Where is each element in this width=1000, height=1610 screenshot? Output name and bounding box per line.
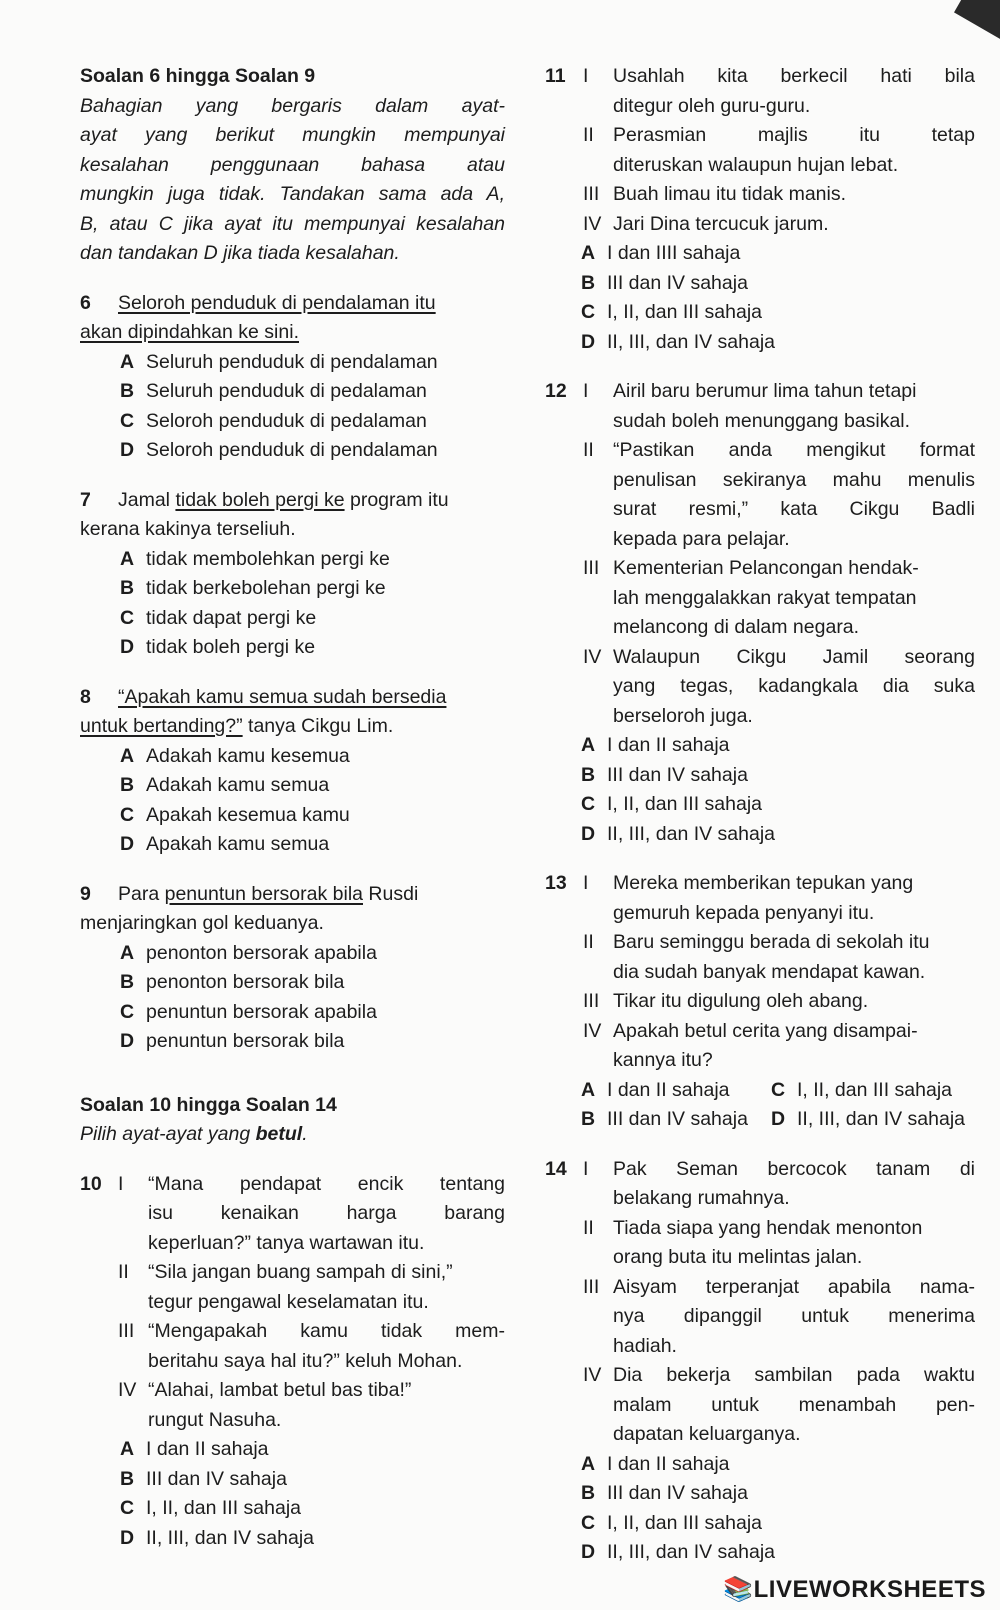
liveworksheets-watermark: 📚LIVEWORKSHEETS: [719, 1575, 990, 1604]
option-a[interactable]: A I dan IIII sahaja: [581, 242, 741, 264]
question-stem: Seloroh penduduk di pendalaman itu: [118, 291, 436, 314]
option-c[interactable]: C tidak dapat pergi ke: [120, 606, 317, 629]
option-a[interactable]: A tidak membolehkan pergi ke: [120, 547, 390, 570]
option-c[interactable]: C I, II, dan III sahaja: [771, 1078, 953, 1101]
section-instructions-6-9: Bahagian yang bergaris dalam ayat- ayat yang berikut mungkin mempunyai kesalahan penggunaan bahasa atau mungkin juga tidak. Tandakan sama ada A, B, atau C jika ayat itu mempunyai kesalahan dan tandakan D jika tiada kesalahan.: [80, 94, 505, 264]
right-column: [545, 62, 975, 1568]
option-a[interactable]: A Seluruh penduduk di pendalaman: [120, 350, 438, 373]
question-11: 11 I Usahlah kita berkecil hati bila ditegur oleh guru-guru. II Perasmian majlis itu tetap diteruskan walaupun hujan lebat. III Buah limau itu tidak manis. IV Jari Dina tercucuk jarum. A I dan IIII sahaja B III dan IV sahaja C I, II, dan III sahaja D II, III, dan IV sahaja: [545, 62, 975, 357]
option-d[interactable]: D Apakah kamu semua: [120, 833, 330, 855]
option-c[interactable]: C Apakah kesemua kamu: [120, 803, 350, 826]
question-number: 10: [80, 1172, 102, 1195]
question-14: 14 I Pak Seman bercocok tanam di belakang rumahnya. II Tiada siapa yang hendak menonton orang buta itu melintas jalan. III Aisyam terperanjat apabila nama- nya dipanggil untuk menerima hadiah. IV Dia bekerja sambilan pada waktu malam untuk menambah pen- dapatan keluarganya. A I dan II sahaja B III dan IV sahaja C I, II, dan III sahaja D II, III, dan IV sahaja: [545, 1155, 975, 1568]
option-c[interactable]: C I, II, dan III sahaja: [581, 793, 763, 815]
option-d[interactable]: D II, III, dan IV sahaja: [581, 330, 776, 353]
question-number: 14: [545, 1157, 567, 1180]
question-12: 12 I Airil baru berumur lima tahun tetapi sudah boleh menunggang basikal. II “Pastikan anda mengikut format penulisan sekiranya mahu menulis surat resmi,” kata Cikgu Badli kepada para pelajar. III Kementerian Pelancongan hendak- lah menggalakkan rakyat tempatan melancong di dalam negara. IV Walaupun Cikgu Jamil seorang yang tegas, kadangkala dia suka berseloroh juga. A I dan II sahaja B III dan IV sahaja C I, II, dan III sahaja D II, III, dan IV sahaja: [545, 377, 975, 849]
question-number: 8: [80, 685, 91, 708]
question-number: 12: [545, 380, 567, 402]
option-a[interactable]: A I dan II sahaja: [120, 1438, 269, 1460]
option-c[interactable]: C I, II, dan III sahaja: [120, 1497, 302, 1519]
section-instructions-10-14: Pilih ayat-ayat yang betul.: [80, 1123, 308, 1145]
option-a[interactable]: A I dan II sahaja: [581, 734, 730, 756]
question-stem-cont: akan dipindahkan ke sini.: [80, 321, 299, 343]
question-9: 9 Para penuntun bersorak bila Rusdi menjaringkan gol keduanya. A penonton bersorak apabila B penonton bersorak bila C penuntun bersorak apabila D penuntun bersorak bila: [80, 880, 505, 1057]
option-b[interactable]: B penonton bersorak bila: [120, 971, 345, 993]
question-number: 13: [545, 872, 567, 894]
option-d[interactable]: D II, III, dan IV sahaja: [120, 1526, 315, 1549]
option-b[interactable]: B Seluruh penduduk di pedalaman: [120, 380, 427, 402]
section-title-6-9: Soalan 6 hingga Soalan 9: [80, 65, 316, 87]
section-title-10-14: Soalan 10 hingga Soalan 14: [80, 1093, 337, 1116]
question-number: 7: [80, 488, 91, 511]
option-b[interactable]: B III dan IV sahaja: [581, 763, 748, 786]
option-a[interactable]: A penonton bersorak apabila: [120, 941, 377, 964]
option-c[interactable]: C I, II, dan III sahaja: [581, 301, 763, 323]
option-d[interactable]: D penuntun bersorak bila: [120, 1030, 345, 1052]
option-c[interactable]: C penuntun bersorak apabila: [120, 1000, 377, 1023]
question-6: [80, 289, 505, 466]
option-b[interactable]: B III dan IV sahaja: [581, 1108, 748, 1130]
option-d[interactable]: D Seloroh penduduk di pendalaman: [120, 439, 438, 461]
option-d[interactable]: D II, III, dan IV sahaja: [581, 822, 776, 845]
option-b[interactable]: B III dan IV sahaja: [581, 271, 748, 294]
option-b[interactable]: B tidak berkebolehan pergi ke: [120, 577, 386, 599]
option-d[interactable]: D II, III, dan IV sahaja: [771, 1108, 966, 1130]
book-logo-icon: 📚: [723, 1576, 754, 1603]
question-number: 11: [545, 65, 566, 87]
option-d[interactable]: D II, III, dan IV sahaja: [581, 1541, 776, 1563]
page-corner-shadow: [954, 0, 1000, 42]
option-b[interactable]: B III dan IV sahaja: [581, 1482, 748, 1504]
left-column: [80, 62, 505, 1553]
option-d[interactable]: D tidak boleh pergi ke: [120, 636, 316, 658]
question-7: 7 Jamal tidak boleh pergi ke program itu kerana kakinya terseliuh. A tidak membolehkan pergi ke B tidak berkebolehan pergi ke C tidak dapat pergi ke D tidak boleh pergi ke: [80, 486, 505, 663]
option-a[interactable]: A Adakah kamu kesemua: [120, 744, 350, 767]
option-c[interactable]: C I, II, dan III sahaja: [581, 1511, 763, 1534]
question-number: 6: [80, 291, 91, 314]
question-10: 10 I “Mana pendapat encik tentang isu kenaikan harga barang keperluan?” tanya wartawan itu. II “Sila jangan buang sampah di sini,” tegur pengawal keselamatan itu. III “Mengapakah kamu tidak mem- beritahu saya hal itu?” keluh Mohan. IV “Alahai, lambat betul bas tiba!” rungut Nasuha. A I dan II sahaja B III dan IV sahaja C I, II, dan III sahaja D II, III, dan IV sahaja: [80, 1170, 505, 1554]
question-13: 13 I Mereka memberikan tepukan yang gemuruh kepada penyanyi itu. II Baru seminggu berada di sekolah itu dia sudah banyak mendapat kawan. III Tikar itu digulung oleh abang. IV Apakah betul cerita yang disampai- kannya itu? A I dan II sahaja C I, II, dan III sahaja B III dan IV sahaja D II, III, dan IV sahaja: [545, 869, 975, 1135]
question-8: 8 “Apakah kamu semua sudah bersedia untuk bertanding?” tanya Cikgu Lim. A Adakah kamu kesemua B Adakah kamu semua C Apakah kesemua kamu D Apakah kamu semua: [80, 683, 505, 860]
option-b[interactable]: B III dan IV sahaja: [120, 1467, 287, 1490]
option-a[interactable]: A I dan II sahaja: [581, 1452, 730, 1475]
question-number: 9: [80, 882, 91, 905]
option-c[interactable]: C Seloroh penduduk di pedalaman: [120, 409, 427, 432]
option-b[interactable]: B Adakah kamu semua: [120, 774, 330, 796]
option-a[interactable]: A I dan II sahaja: [581, 1078, 730, 1101]
